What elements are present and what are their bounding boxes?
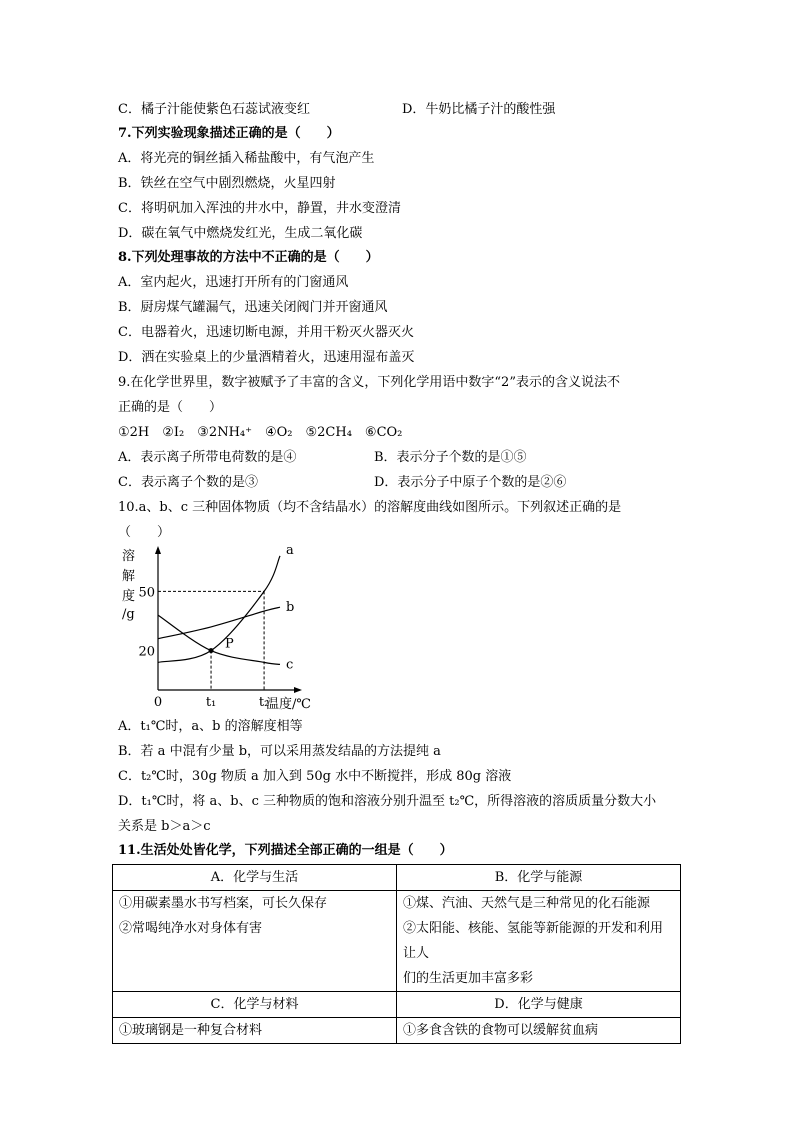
- q8-option-b: B．厨房煤气罐漏气，迅速关闭阀门并开窗通风: [118, 300, 388, 315]
- cell-a-item-2: ②常喝纯净水对身体有害: [119, 921, 263, 936]
- q6-option-d: D．牛奶比橘子汁的酸性强: [402, 102, 556, 117]
- q10-option-c: C．t₂℃时，30g 物质 a 加入到 50g 水中不断搅拌，形成 80g 溶液: [118, 769, 512, 784]
- origin-label: 0: [153, 695, 163, 710]
- x-tick-t1: t₁: [205, 695, 217, 710]
- y-axis-label: [122, 548, 135, 622]
- y-label-char-2: 解: [122, 569, 136, 584]
- cell-b-item-2: ②太阳能、核能、氢能等新能源的开发和利用让人: [403, 921, 664, 961]
- cell-c-body: [113, 1018, 397, 1044]
- q11-stem: 11.生活处处皆化学，下列描述全部正确的一组是（ ）: [118, 843, 453, 858]
- curve-a: [158, 556, 280, 663]
- y-label-char-1: 溶: [122, 549, 136, 564]
- x-axis-arrow: [294, 687, 302, 693]
- intersection-point-p: [209, 648, 214, 653]
- y-axis-arrow: [155, 546, 161, 554]
- cell-d-body: [397, 1018, 681, 1044]
- series-label-c: c: [286, 657, 294, 673]
- cell-d-item-1: ①多食含铁的食物可以缓解贫血病: [403, 1023, 599, 1038]
- q10-stem-line2: （ ）: [118, 525, 171, 540]
- y-tick-50: 50: [138, 585, 155, 601]
- q9-option-a: A．表示离子所带电荷数的是④: [118, 450, 297, 465]
- cell-b-item-1: ①煤、汽油、天然气是三种常见的化石能源: [403, 896, 651, 911]
- cell-c-item-1: ①玻璃钢是一种复合材料: [119, 1023, 263, 1038]
- q10-option-d-cont: 关系是 b＞a＞c: [118, 819, 211, 834]
- curve-b: [158, 607, 280, 639]
- y-label-char-3: 度: [122, 589, 136, 604]
- curve-c: [158, 615, 280, 664]
- q7-option-a: A．将光亮的铜丝插入稀盐酸中，有气泡产生: [118, 151, 375, 166]
- q9-stem-line2: 正确的是（ ）: [118, 400, 223, 415]
- cell-b-item-2-cont: 们的生活更加丰富多彩: [403, 971, 534, 986]
- y-tick-20: 20: [138, 644, 155, 660]
- cell-d-header: D．化学与健康: [397, 992, 681, 1018]
- q7-option-b: B．铁丝在空气中剧烈燃烧，火星四射: [118, 176, 336, 191]
- cell-a-item-1: ①用碳素墨水书写档案，可长久保存: [119, 896, 328, 911]
- cell-a-header: A．化学与生活: [113, 865, 397, 891]
- cell-a-body: [113, 891, 397, 992]
- y-label-char-4: /g: [122, 607, 135, 622]
- x-tick-t2: t₂: [258, 695, 270, 710]
- q7-option-d: D．碳在氧气中燃烧发红光，生成二氧化碳: [118, 226, 363, 241]
- q10-stem-line1: 10.a、b、c 三种固体物质（均不含结晶水）的溶解度曲线如图所示。下列叙述正确的是: [118, 500, 622, 515]
- q7-stem: 7.下列实验现象描述正确的是（ ）: [118, 126, 340, 141]
- q9-option-b: B．表示分子个数的是①⑤: [374, 450, 527, 465]
- q10-option-a: A．t₁℃时，a、b 的溶解度相等: [118, 719, 303, 734]
- q7-option-c: C．将明矾加入浑浊的井水中，静置，井水变澄清: [118, 201, 401, 216]
- cell-b-header: B．化学与能源: [397, 865, 681, 891]
- q8-stem: 8.下列处理事故的方法中不正确的是（ ）: [118, 250, 379, 265]
- series-label-b: b: [286, 600, 295, 616]
- q11-table: [112, 864, 681, 1044]
- x-axis-label: 温度/℃: [266, 697, 311, 712]
- q9-formulas: ①2H ②I₂ ③2NH₄⁺ ④O₂ ⑤2CH₄ ⑥CO₂: [118, 425, 403, 440]
- q9-stem-line1: 9.在化学世界里，数字被赋予了丰富的含义，下列化学用语中数字“2”表示的含义说法不: [118, 375, 620, 390]
- point-label-p: P: [225, 636, 234, 652]
- q10-option-d: D．t₁℃时，将 a、b、c 三种物质的饱和溶液分别升温至 t₂℃，所得溶液的溶质质量分数大小: [118, 794, 657, 809]
- cell-c-header: C．化学与材料: [113, 992, 397, 1018]
- q9-option-d: D．表示分子中原子个数的是②⑥: [374, 475, 567, 490]
- series-label-a: a: [286, 542, 294, 558]
- q8-option-d: D．洒在实验桌上的少量酒精着火，迅速用湿布盖灭: [118, 350, 415, 365]
- q6-option-c: C．橘子汁能使紫色石蕊试液变红: [118, 102, 310, 117]
- q8-option-a: A．室内起火，迅速打开所有的门窗通风: [118, 275, 349, 290]
- q10-option-b: B．若 a 中混有少量 b，可以采用蒸发结晶的方法提纯 a: [118, 744, 441, 759]
- q9-option-c: C．表示离子个数的是③: [118, 475, 258, 490]
- solubility-chart: [118, 542, 318, 714]
- cell-b-body: [397, 891, 681, 992]
- q8-option-c: C．电器着火，迅速切断电源，并用干粉灭火器灭火: [118, 325, 414, 340]
